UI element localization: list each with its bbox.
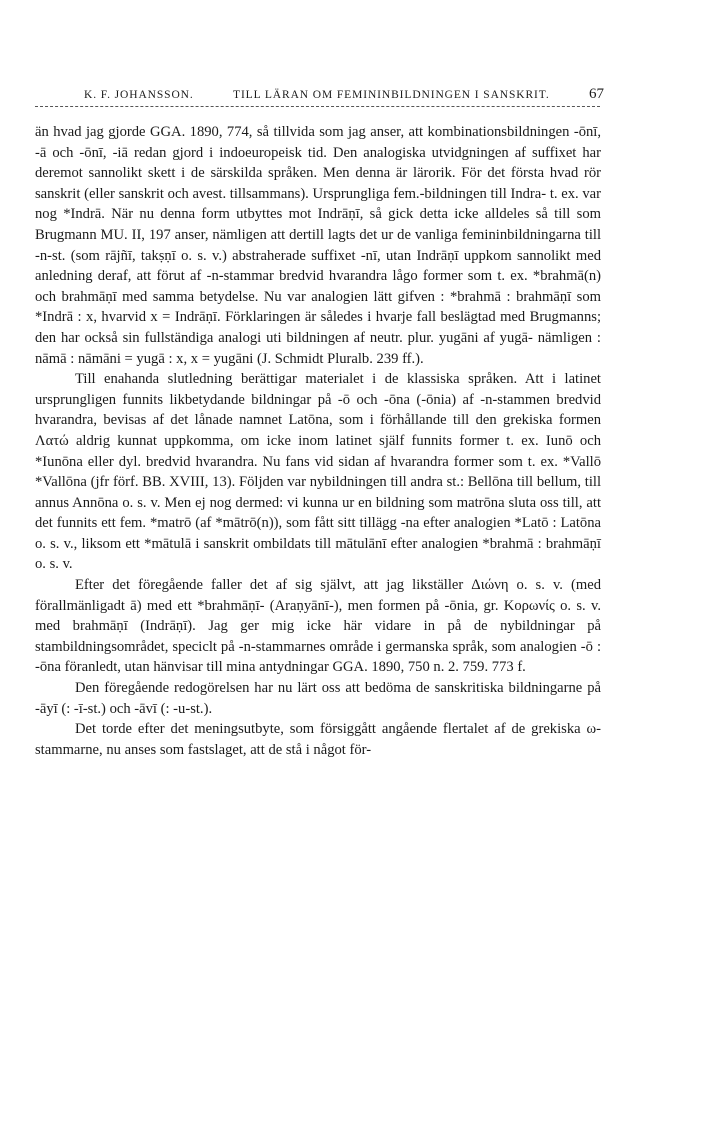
paragraph-1: än hvad jag gjorde GGA. 1890, 774, så tillvida som jag anser, att kombinationsbildningen -ōnī, -ā och -ōnī, -iā redan gjord i indoeuropeisk tid. Den analogiska utvidgningen af suffixet har deremot sannolikt skett i de särskilda språken. Men denna är lärorik. För det första hvad rör sanskrit (eller sanskrit och avest. tillsammans). Ursprungliga fem.-bildningen till Indra- t. ex. var nog *Indrā. När nu denna form utbyttes mot Indrāṇī, så gick detta icke alldeles så till som Brugmann MU. II, 197 anser, nämligen att dertill lagts det ur de vanliga femininbildningarna till -n-st. (som rājñī, takṣṇī o. s. v.) abstraherade suffixet -nī, utan Indrāṇī uppkom sannolikt med anledning deraf, att förut af -n-stammar bredvid hvarandra lågo former som t. ex. *brahmā(n) och brahmāṇī med samma betydelse. Nu var analogien lätt gifven : *brahmā : brahmāṇī som *Indrā : x, hvarvid x = Indrāṇī. Förklaringen är således i hvarje fall beslägtad med Brugmanns; den har också sin fullständiga analogi uti bildningen af neutr. plur. yugāni af yugā- nämligen : nāmā : nāmāni = yugā : x, x = yugāni (J. Schmidt Pluralb. 239 ff.). xyxy=(35,124,601,367)
page-number: 67 xyxy=(589,86,604,102)
running-header xyxy=(84,86,604,103)
body-text xyxy=(35,122,601,760)
paragraph-3: Efter det föregående faller det af sig självt, att jag likställer Διώνη o. s. v. (med förallmänligadt ā) med ett *brahmāṇī- (Araṇyānī-), men formen på -ōnia, gr. Κορωνίς o. s. v. med brahmāṇī (Indrāṇī). Jag ger mig icke här vidare in på de nybildningar på stambildningsområdet, speciclt på -n-stammarnes område i germanska språk, som analogien -ō : -ōna föranledt, utan hänvisar till mina antydningar GGA. 1890, 750 n. 2. 759. 773 f. xyxy=(35,577,601,676)
paragraph-5: Det torde efter det meningsutbyte, som försiggått angående flertalet af de grekiska ω-stammarne, nu anses som fastslaget, att de stå i något för- xyxy=(35,721,601,758)
header-rule xyxy=(35,106,600,107)
header-title: TILL LÄRAN OM FEMININBILDNINGEN I SANSKRIT. xyxy=(233,89,550,101)
header-author: K. F. JOHANSSON. xyxy=(84,89,194,101)
paragraph-4: Den föregående redogörelsen har nu lärt oss att bedöma de sanskritiska bildningarne på -āyī (: -ī-st.) och -āvī (: -u-st.). xyxy=(35,680,601,717)
paragraph-2: Till enahanda slutledning berättigar materialet i de klassiska språken. Att i latinet ursprungligen funnits likbetydande bildningar på -ō och -ōna (-ōnia) af -n-stammen bredvid hvarandra, bevisas af det lånade namnet Latōna, som i förhållande till den grekiska formen Λατώ aldrig kunnat uppkomma, om icke inom latinet själf funnits former t. ex. Iunō och *Iunōna eller dyl. bredvid hvarandra. Nu fans vid sidan af hvarandra former som t. ex. *Vallō *Vallōna (jfr förf. BB. XVIII, 13). Följden var nybildningen till andra st.: Bellōna till bellum, till annus Annōna o. s. v. Men ej nog dermed: vi kunna ur en bildning som matrōna sluta oss till, att det funnits ett fem. *matrō (af *mātrō(n)), som fått sitt tillägg -na efter analogien *Latō : Latōna o. s. v., liksom ett *mātulā i sanskrit ombildats till mātulānī efter analogien *brahmā : brahmāṇī o. s. v. xyxy=(35,371,601,573)
